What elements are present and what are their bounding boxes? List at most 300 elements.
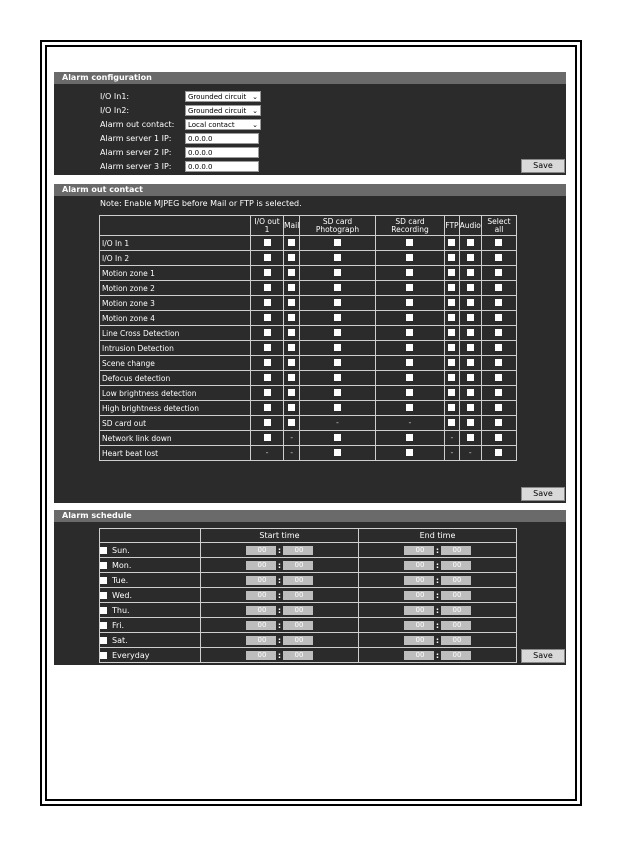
table-cell: [300, 251, 375, 266]
action-checkbox[interactable]: [288, 284, 295, 291]
action-checkbox[interactable]: [334, 254, 341, 261]
table-cell: [375, 296, 445, 311]
table-cell: [300, 326, 375, 341]
action-checkbox[interactable]: [406, 374, 413, 381]
action-checkbox[interactable]: [288, 239, 295, 246]
end-time-cell: [359, 573, 517, 588]
end-time-cell: [359, 618, 517, 633]
action-checkbox[interactable]: [264, 374, 271, 381]
table-cell: [445, 326, 459, 341]
action-checkbox[interactable]: [467, 389, 474, 396]
config-select[interactable]: [185, 105, 261, 116]
table-cell: [459, 371, 481, 386]
blank-header-cell: [100, 216, 251, 236]
table-cell: [445, 236, 459, 251]
start-hour-input[interactable]: 00: [246, 561, 276, 570]
action-checkbox[interactable]: [467, 374, 474, 381]
action-checkbox[interactable]: [264, 419, 271, 426]
row-label: SD card out: [100, 416, 251, 431]
action-checkbox[interactable]: [495, 449, 502, 456]
table-cell: [251, 296, 284, 311]
action-checkbox[interactable]: [406, 344, 413, 351]
alarm-schedule-table: [99, 528, 517, 663]
table-cell: [284, 416, 300, 431]
day-checkbox[interactable]: [100, 592, 107, 599]
table-row: [100, 431, 517, 446]
action-checkbox[interactable]: [495, 239, 502, 246]
end-minute-input[interactable]: 00: [441, 651, 471, 660]
action-checkbox[interactable]: [448, 284, 455, 291]
action-checkbox[interactable]: [334, 284, 341, 291]
alarm-out-contact-table: [99, 215, 517, 461]
table-cell: [459, 416, 481, 431]
action-checkbox[interactable]: [467, 359, 474, 366]
end-hour-input[interactable]: 00: [404, 576, 434, 585]
table-cell: [481, 296, 516, 311]
table-cell: [459, 251, 481, 266]
alarm-configuration-save-button[interactable]: Save: [521, 159, 565, 173]
action-checkbox[interactable]: [264, 254, 271, 261]
day-checkbox[interactable]: [100, 547, 107, 554]
table-row: [100, 326, 517, 341]
table-cell: [284, 386, 300, 401]
start-minute-input[interactable]: 00: [283, 561, 313, 570]
end-hour-input[interactable]: 00: [404, 606, 434, 615]
table-cell: [481, 431, 516, 446]
time-separator: :: [435, 545, 440, 555]
config-row: [100, 91, 300, 102]
day-label: Sat.: [112, 635, 128, 645]
action-checkbox[interactable]: [448, 329, 455, 336]
time-separator: :: [435, 635, 440, 645]
day-label: Mon.: [112, 560, 132, 570]
table-row: [100, 356, 517, 371]
start-hour-input[interactable]: 00: [246, 576, 276, 585]
table-cell: [481, 446, 516, 461]
day-cell: [100, 588, 201, 603]
table-cell: [284, 326, 300, 341]
table-cell: [459, 401, 481, 416]
start-minute-input[interactable]: 00: [283, 651, 313, 660]
action-checkbox[interactable]: [467, 434, 474, 441]
chevron-down-icon: ⌄: [252, 121, 258, 129]
end-hour-input[interactable]: 00: [404, 561, 434, 570]
action-checkbox[interactable]: [448, 404, 455, 411]
start-time-cell: [201, 633, 359, 648]
alarm-schedule-panel: [54, 510, 566, 665]
action-checkbox[interactable]: [264, 314, 271, 321]
action-checkbox[interactable]: [264, 329, 271, 336]
end-minute-input[interactable]: 00: [441, 546, 471, 555]
table-cell: [251, 416, 284, 431]
table-cell: [284, 356, 300, 371]
time-separator: :: [277, 620, 282, 630]
action-checkbox[interactable]: [288, 329, 295, 336]
config-ip-input[interactable]: [185, 147, 259, 158]
end-minute-input[interactable]: 00: [441, 576, 471, 585]
action-checkbox[interactable]: [264, 299, 271, 306]
table-cell: [481, 266, 516, 281]
table-cell: [481, 416, 516, 431]
table-cell: [300, 356, 375, 371]
schedule-row: [100, 573, 517, 588]
day-checkbox[interactable]: [100, 607, 107, 614]
config-ip-input[interactable]: [185, 161, 259, 172]
action-checkbox[interactable]: [406, 389, 413, 396]
action-checkbox[interactable]: [406, 449, 413, 456]
action-checkbox[interactable]: [467, 329, 474, 336]
action-checkbox[interactable]: [495, 404, 502, 411]
end-hour-input[interactable]: 00: [404, 651, 434, 660]
time-separator: :: [277, 590, 282, 600]
table-cell: [445, 356, 459, 371]
action-checkbox[interactable]: [288, 419, 295, 426]
action-checkbox[interactable]: [467, 254, 474, 261]
table-cell: [284, 311, 300, 326]
alarm-schedule-save-button[interactable]: Save: [521, 649, 565, 663]
action-checkbox[interactable]: [495, 434, 502, 441]
action-checkbox[interactable]: [495, 344, 502, 351]
action-checkbox[interactable]: [467, 284, 474, 291]
table-row: [100, 401, 517, 416]
table-cell: [481, 311, 516, 326]
action-checkbox[interactable]: [495, 359, 502, 366]
table-cell: [481, 356, 516, 371]
row-label: Motion zone 2: [100, 281, 251, 296]
table-cell: [375, 446, 445, 461]
schedule-row: [100, 543, 517, 558]
start-time-cell: [201, 588, 359, 603]
action-checkbox[interactable]: [264, 404, 271, 411]
table-cell: [251, 371, 284, 386]
action-checkbox[interactable]: [495, 374, 502, 381]
table-cell: [251, 446, 284, 461]
alarm-out-contact-save-button[interactable]: Save: [521, 487, 565, 501]
start-hour-input[interactable]: 00: [246, 621, 276, 630]
row-label: High brightness detection: [100, 401, 251, 416]
action-checkbox[interactable]: [495, 269, 502, 276]
table-cell: [251, 326, 284, 341]
table-cell: [445, 341, 459, 356]
schedule-row: [100, 603, 517, 618]
end-hour-input[interactable]: 00: [404, 546, 434, 555]
action-checkbox[interactable]: [448, 389, 455, 396]
action-checkbox[interactable]: [334, 389, 341, 396]
action-checkbox[interactable]: [448, 359, 455, 366]
row-label: Motion zone 4: [100, 311, 251, 326]
end-time-cell: [359, 633, 517, 648]
table-cell: [251, 266, 284, 281]
config-value: Local contact: [188, 121, 235, 129]
row-label: Defocus detection: [100, 371, 251, 386]
action-checkbox[interactable]: [448, 374, 455, 381]
time-separator: :: [435, 605, 440, 615]
config-select[interactable]: [185, 91, 261, 102]
end-minute-input[interactable]: 00: [441, 561, 471, 570]
end-minute-input[interactable]: 00: [441, 591, 471, 600]
row-label: Line Cross Detection: [100, 326, 251, 341]
schedule-row: [100, 588, 517, 603]
action-checkbox[interactable]: [448, 419, 455, 426]
table-cell: [481, 281, 516, 296]
action-checkbox[interactable]: [288, 374, 295, 381]
action-checkbox[interactable]: [467, 344, 474, 351]
table-cell: [300, 236, 375, 251]
day-checkbox[interactable]: [100, 622, 107, 629]
config-value: 0.0.0.0: [188, 135, 213, 143]
action-checkbox[interactable]: [495, 389, 502, 396]
time-separator: :: [435, 575, 440, 585]
table-cell: [251, 311, 284, 326]
action-checkbox[interactable]: [334, 239, 341, 246]
config-label: I/O In2:: [100, 106, 130, 115]
table-cell: [284, 296, 300, 311]
action-checkbox[interactable]: [406, 434, 413, 441]
day-label: Wed.: [112, 590, 132, 600]
table-cell: [481, 236, 516, 251]
day-label: Tue.: [112, 575, 129, 585]
action-checkbox[interactable]: [495, 254, 502, 261]
action-checkbox[interactable]: [334, 434, 341, 441]
action-checkbox[interactable]: [448, 269, 455, 276]
config-row: [100, 161, 300, 172]
time-separator: :: [277, 605, 282, 615]
start-minute-input[interactable]: 00: [283, 591, 313, 600]
config-row: [100, 119, 300, 130]
action-checkbox[interactable]: [264, 344, 271, 351]
day-checkbox[interactable]: [100, 637, 107, 644]
action-checkbox[interactable]: [334, 374, 341, 381]
chevron-down-icon: ⌄: [252, 107, 258, 115]
action-checkbox[interactable]: [406, 314, 413, 321]
config-label: Alarm server 2 IP:: [100, 148, 172, 157]
table-cell: [375, 371, 445, 386]
action-checkbox[interactable]: [448, 344, 455, 351]
config-label: Alarm out contact:: [100, 120, 175, 129]
config-value: Grounded circuit: [188, 107, 247, 115]
action-checkbox[interactable]: [467, 239, 474, 246]
table-cell: [445, 371, 459, 386]
table-cell: [481, 401, 516, 416]
day-cell: [100, 603, 201, 618]
end-time-cell: [359, 558, 517, 573]
end-hour-input[interactable]: 00: [404, 591, 434, 600]
column-header: SD card Photograph: [300, 216, 375, 236]
row-label: Scene change: [100, 356, 251, 371]
action-checkbox[interactable]: [334, 314, 341, 321]
action-checkbox[interactable]: [467, 269, 474, 276]
action-checkbox[interactable]: [406, 329, 413, 336]
action-checkbox[interactable]: [264, 389, 271, 396]
action-checkbox[interactable]: [288, 299, 295, 306]
table-row: [100, 266, 517, 281]
day-cell: [100, 618, 201, 633]
start-time-cell: [201, 648, 359, 663]
schedule-row: [100, 558, 517, 573]
config-label: I/O In1:: [100, 92, 130, 101]
table-cell: [251, 236, 284, 251]
table-row: [100, 341, 517, 356]
config-select[interactable]: [185, 119, 261, 130]
day-checkbox[interactable]: [100, 562, 107, 569]
action-checkbox[interactable]: [264, 284, 271, 291]
action-checkbox[interactable]: [406, 254, 413, 261]
action-checkbox[interactable]: [406, 239, 413, 246]
start-minute-input[interactable]: 00: [283, 546, 313, 555]
table-cell: [251, 356, 284, 371]
table-cell: [284, 251, 300, 266]
end-minute-input[interactable]: 00: [441, 636, 471, 645]
action-checkbox[interactable]: [334, 404, 341, 411]
day-cell: [100, 543, 201, 558]
action-checkbox[interactable]: [264, 434, 271, 441]
action-checkbox[interactable]: [467, 314, 474, 321]
mjpeg-note: Note: Enable MJPEG before Mail or FTP is selected.: [100, 199, 302, 208]
action-checkbox[interactable]: [334, 299, 341, 306]
table-cell: [300, 431, 375, 446]
action-checkbox[interactable]: [406, 299, 413, 306]
table-cell: [459, 386, 481, 401]
action-checkbox[interactable]: [406, 404, 413, 411]
start-hour-input[interactable]: 00: [246, 651, 276, 660]
action-checkbox[interactable]: [406, 284, 413, 291]
table-cell: [375, 326, 445, 341]
action-checkbox[interactable]: [406, 359, 413, 366]
action-checkbox[interactable]: [495, 284, 502, 291]
schedule-row: [100, 618, 517, 633]
row-label: Heart beat lost: [100, 446, 251, 461]
action-checkbox[interactable]: [288, 344, 295, 351]
action-checkbox[interactable]: [448, 239, 455, 246]
table-cell: [445, 446, 459, 461]
table-cell: [459, 446, 481, 461]
table-cell: [300, 281, 375, 296]
action-checkbox[interactable]: [495, 329, 502, 336]
alarm-schedule-header: Alarm schedule: [54, 510, 566, 522]
action-checkbox[interactable]: [495, 419, 502, 426]
table-row: [100, 371, 517, 386]
start-time-cell: [201, 558, 359, 573]
table-cell: [375, 416, 445, 431]
time-separator: :: [277, 560, 282, 570]
row-label: I/O In 1: [100, 236, 251, 251]
table-cell: [251, 341, 284, 356]
day-cell: [100, 633, 201, 648]
unavailable-mark: -: [336, 418, 339, 427]
action-checkbox[interactable]: [288, 269, 295, 276]
action-checkbox[interactable]: [264, 359, 271, 366]
action-checkbox[interactable]: [334, 329, 341, 336]
start-hour-input[interactable]: 00: [246, 606, 276, 615]
day-label: Sun.: [112, 545, 130, 555]
table-cell: [300, 446, 375, 461]
action-checkbox[interactable]: [334, 359, 341, 366]
start-time-cell: [201, 603, 359, 618]
table-cell: [445, 251, 459, 266]
action-checkbox[interactable]: [448, 314, 455, 321]
config-ip-input[interactable]: [185, 133, 259, 144]
table-cell: [300, 416, 375, 431]
config-label: Alarm server 1 IP:: [100, 134, 172, 143]
table-cell: [481, 251, 516, 266]
start-time-cell: [201, 618, 359, 633]
unavailable-mark: -: [290, 448, 294, 457]
start-minute-input[interactable]: 00: [283, 636, 313, 645]
table-cell: [375, 386, 445, 401]
end-hour-input[interactable]: 00: [404, 621, 434, 630]
table-cell: [375, 251, 445, 266]
action-checkbox[interactable]: [288, 314, 295, 321]
table-cell: [459, 266, 481, 281]
config-value: 0.0.0.0: [188, 149, 213, 157]
action-checkbox[interactable]: [288, 404, 295, 411]
action-checkbox[interactable]: [467, 404, 474, 411]
start-hour-input[interactable]: 00: [246, 546, 276, 555]
action-checkbox[interactable]: [495, 299, 502, 306]
unavailable-mark: -: [450, 448, 454, 457]
table-row: [100, 281, 517, 296]
action-checkbox[interactable]: [406, 269, 413, 276]
table-cell: [445, 386, 459, 401]
alarm-out-contact-panel: [54, 184, 566, 503]
alarm-out-contact-header: Alarm out contact: [54, 184, 566, 196]
end-minute-input[interactable]: 00: [441, 621, 471, 630]
table-cell: [459, 296, 481, 311]
table-cell: [300, 401, 375, 416]
start-minute-input[interactable]: 00: [283, 606, 313, 615]
start-hour-input[interactable]: 00: [246, 591, 276, 600]
table-cell: [284, 446, 300, 461]
end-time-header: End time: [359, 529, 517, 543]
action-checkbox[interactable]: [264, 269, 271, 276]
table-cell: [481, 341, 516, 356]
schedule-row: [100, 648, 517, 663]
action-checkbox[interactable]: [448, 299, 455, 306]
action-checkbox[interactable]: [288, 389, 295, 396]
action-checkbox[interactable]: [334, 344, 341, 351]
action-checkbox[interactable]: [467, 299, 474, 306]
action-checkbox[interactable]: [288, 254, 295, 261]
action-checkbox[interactable]: [264, 239, 271, 246]
end-hour-input[interactable]: 00: [404, 636, 434, 645]
action-checkbox[interactable]: [334, 449, 341, 456]
table-cell: [375, 431, 445, 446]
day-checkbox[interactable]: [100, 652, 107, 659]
time-separator: :: [277, 635, 282, 645]
day-cell: [100, 648, 201, 663]
table-cell: [459, 356, 481, 371]
table-cell: [300, 341, 375, 356]
action-checkbox[interactable]: [448, 254, 455, 261]
start-minute-input[interactable]: 00: [283, 576, 313, 585]
table-cell: [375, 341, 445, 356]
table-cell: [300, 296, 375, 311]
table-cell: [375, 356, 445, 371]
config-value: Grounded circuit: [188, 93, 247, 101]
action-checkbox[interactable]: [495, 314, 502, 321]
action-checkbox[interactable]: [467, 419, 474, 426]
day-checkbox[interactable]: [100, 577, 107, 584]
start-minute-input[interactable]: 00: [283, 621, 313, 630]
table-cell: [284, 266, 300, 281]
end-minute-input[interactable]: 00: [441, 606, 471, 615]
action-checkbox[interactable]: [288, 359, 295, 366]
time-separator: :: [277, 575, 282, 585]
action-checkbox[interactable]: [334, 269, 341, 276]
start-hour-input[interactable]: 00: [246, 636, 276, 645]
table-cell: [459, 281, 481, 296]
column-header: Mail: [284, 216, 300, 236]
